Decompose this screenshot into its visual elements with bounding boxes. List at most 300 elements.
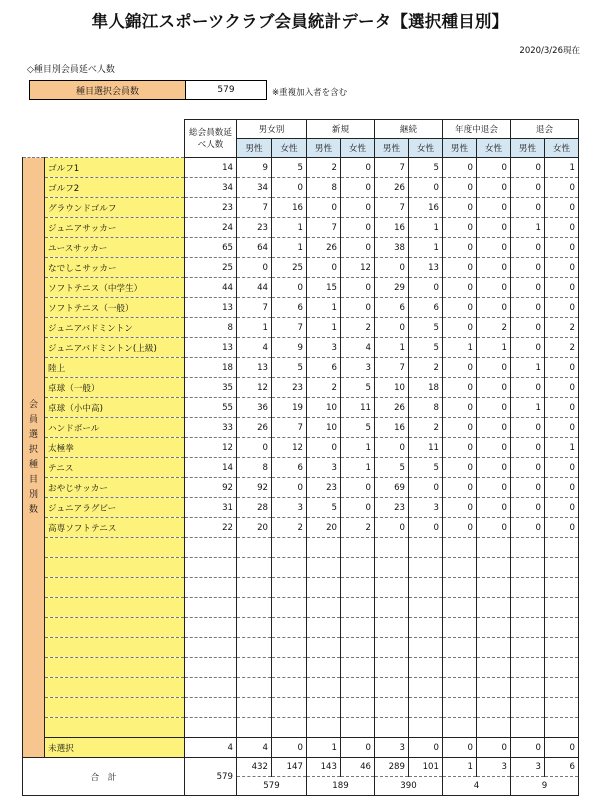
value-cell: 2 [545, 338, 579, 358]
value-cell [237, 538, 272, 558]
value-cell: 6 [307, 358, 341, 378]
value-cell: 1 [511, 358, 545, 378]
value-cell [409, 598, 443, 618]
sport-name: グラウンドゴルフ [45, 198, 185, 218]
value-cell: 2 [272, 518, 307, 538]
table-row [23, 558, 579, 578]
grand-total-cell: 6 [545, 758, 579, 777]
value-cell: 23 [307, 478, 341, 498]
value-cell: 7 [375, 198, 409, 218]
value-cell: 2 [307, 158, 341, 178]
table-row [23, 698, 579, 718]
value-cell: 0 [409, 178, 443, 198]
value-cell: 0 [477, 238, 511, 258]
value-cell [409, 538, 443, 558]
header-female: 女性 [409, 139, 443, 158]
value-cell [545, 698, 579, 718]
table-row [23, 638, 579, 658]
summary-label: 種目選択会員数 [30, 81, 186, 99]
value-cell [341, 658, 375, 678]
value-cell: 1 [375, 338, 409, 358]
value-cell [307, 638, 341, 658]
table-row [23, 318, 579, 338]
value-cell [272, 718, 307, 738]
value-cell: 0 [511, 338, 545, 358]
sport-name: 陸上 [45, 358, 185, 378]
value-cell: 0 [477, 518, 511, 538]
value-cell [341, 578, 375, 598]
value-cell: 0 [545, 378, 579, 398]
total-cell: 34 [185, 178, 237, 198]
value-cell: 0 [237, 258, 272, 278]
total-cell: 92 [185, 478, 237, 498]
total-cell [185, 558, 237, 578]
sport-name [45, 718, 185, 738]
sport-name [45, 558, 185, 578]
value-cell: 0 [477, 498, 511, 518]
total-cell [185, 618, 237, 638]
value-cell [237, 578, 272, 598]
value-cell [341, 718, 375, 738]
value-cell [272, 538, 307, 558]
value-cell: 9 [272, 338, 307, 358]
value-cell [375, 538, 409, 558]
value-cell: 0 [341, 158, 375, 178]
value-cell: 0 [272, 478, 307, 498]
value-cell: 1 [511, 398, 545, 418]
value-cell [477, 638, 511, 658]
header-male: 男性 [237, 139, 272, 158]
value-cell [545, 678, 579, 698]
value-cell: 5 [307, 498, 341, 518]
value-cell: 0 [307, 198, 341, 218]
value-cell [443, 578, 477, 598]
value-cell [341, 638, 375, 658]
value-cell: 0 [409, 478, 443, 498]
value-cell [307, 578, 341, 598]
table-row [23, 238, 579, 258]
sport-name: ユースサッカー [45, 238, 185, 258]
value-cell: 29 [375, 278, 409, 298]
value-cell: 2 [409, 358, 443, 378]
value-cell [307, 598, 341, 618]
table-row [23, 358, 579, 378]
sport-name: おやじサッカー [45, 478, 185, 498]
value-cell: 0 [511, 518, 545, 538]
value-cell: 0 [443, 458, 477, 478]
sport-name: ソフトテニス（一般） [45, 298, 185, 318]
value-cell [272, 698, 307, 718]
value-cell [477, 618, 511, 638]
value-cell: 0 [477, 378, 511, 398]
value-cell: 1 [443, 338, 477, 358]
value-cell: 0 [443, 318, 477, 338]
header-blank [23, 120, 185, 158]
grand-total-value: 579 [185, 758, 237, 796]
value-cell: 0 [443, 198, 477, 218]
header-group-gender: 男女別 [237, 120, 307, 139]
summary-box [29, 80, 267, 100]
value-cell: 2 [341, 318, 375, 338]
grand-total-cell: 143 [307, 758, 341, 777]
value-cell [375, 638, 409, 658]
grand-total-cell: 3 [511, 758, 545, 777]
grand-total-cell: 46 [341, 758, 375, 777]
value-cell: 6 [272, 298, 307, 318]
value-cell [341, 698, 375, 718]
value-cell: 0 [443, 738, 477, 758]
total-cell: 14 [185, 158, 237, 178]
category-char: 会 [28, 399, 38, 410]
value-cell: 13 [237, 358, 272, 378]
value-cell: 5 [409, 338, 443, 358]
value-cell: 0 [443, 278, 477, 298]
value-cell [237, 678, 272, 698]
category-char: 選 [28, 429, 38, 440]
category-char: 別 [28, 489, 38, 500]
value-cell: 0 [545, 238, 579, 258]
category-char: 員 [28, 414, 38, 425]
category-char: 択 [28, 444, 38, 455]
value-cell: 0 [477, 418, 511, 438]
value-cell: 0 [443, 238, 477, 258]
total-cell: 8 [185, 318, 237, 338]
value-cell: 11 [341, 398, 375, 418]
value-cell: 0 [545, 358, 579, 378]
value-cell [237, 558, 272, 578]
sport-name [45, 578, 185, 598]
value-cell [307, 538, 341, 558]
value-cell: 0 [307, 258, 341, 278]
value-cell [272, 638, 307, 658]
value-cell [443, 698, 477, 718]
value-cell: 23 [272, 378, 307, 398]
value-cell: 0 [545, 178, 579, 198]
header-male: 男性 [307, 139, 341, 158]
value-cell: 2 [477, 318, 511, 338]
value-cell: 0 [341, 178, 375, 198]
sport-name [45, 698, 185, 718]
table-row [23, 498, 579, 518]
value-cell [341, 678, 375, 698]
value-cell [375, 698, 409, 718]
value-cell: 0 [477, 358, 511, 378]
value-cell: 6 [375, 298, 409, 318]
sport-name: テニス [45, 458, 185, 478]
value-cell: 12 [237, 378, 272, 398]
value-cell: 0 [375, 518, 409, 538]
value-cell: 7 [307, 218, 341, 238]
value-cell: 1 [272, 218, 307, 238]
total-cell: 22 [185, 518, 237, 538]
value-cell [272, 658, 307, 678]
value-cell: 3 [375, 738, 409, 758]
value-cell [477, 598, 511, 618]
value-cell [237, 658, 272, 678]
grand-total-label: 合 計 [23, 758, 185, 796]
value-cell: 3 [272, 498, 307, 518]
value-cell [409, 718, 443, 738]
value-cell: 6 [409, 298, 443, 318]
value-cell [341, 558, 375, 578]
value-cell [409, 618, 443, 638]
table-row [23, 158, 579, 178]
value-cell [307, 618, 341, 638]
value-cell [511, 598, 545, 618]
unselected-row [23, 738, 579, 758]
total-cell: 18 [185, 358, 237, 378]
value-cell: 1 [409, 238, 443, 258]
total-cell: 23 [185, 198, 237, 218]
value-cell: 0 [341, 498, 375, 518]
value-cell [409, 638, 443, 658]
value-cell: 5 [409, 318, 443, 338]
value-cell: 4 [237, 738, 272, 758]
table-row [23, 418, 579, 438]
table-row [23, 278, 579, 298]
header-female: 女性 [341, 139, 375, 158]
sport-name [45, 638, 185, 658]
value-cell: 0 [511, 418, 545, 438]
table-row [23, 218, 579, 238]
value-cell: 3 [341, 358, 375, 378]
value-cell [341, 598, 375, 618]
value-cell: 5 [409, 158, 443, 178]
value-cell [477, 578, 511, 598]
value-cell: 1 [477, 338, 511, 358]
value-cell: 0 [545, 418, 579, 438]
header-male: 男性 [511, 139, 545, 158]
value-cell [511, 578, 545, 598]
value-cell: 1 [409, 218, 443, 238]
value-cell: 10 [307, 418, 341, 438]
total-cell: 13 [185, 298, 237, 318]
value-cell: 19 [272, 398, 307, 418]
total-cell: 31 [185, 498, 237, 518]
value-cell: 1 [545, 438, 579, 458]
sport-name: 卓球（一般） [45, 378, 185, 398]
value-cell: 4 [341, 338, 375, 358]
value-cell: 26 [375, 398, 409, 418]
value-cell: 7 [272, 418, 307, 438]
value-cell: 0 [511, 278, 545, 298]
value-cell: 8 [237, 458, 272, 478]
value-cell: 0 [443, 218, 477, 238]
value-cell: 5 [375, 458, 409, 478]
value-cell: 5 [341, 418, 375, 438]
total-cell: 44 [185, 278, 237, 298]
value-cell: 26 [237, 418, 272, 438]
sport-name [45, 538, 185, 558]
value-cell: 0 [443, 478, 477, 498]
value-cell: 23 [375, 498, 409, 518]
category-label [23, 158, 45, 758]
value-cell [375, 558, 409, 578]
value-cell: 0 [443, 418, 477, 438]
value-cell: 0 [237, 438, 272, 458]
value-cell: 0 [477, 438, 511, 458]
value-cell: 0 [443, 298, 477, 318]
value-cell: 0 [443, 518, 477, 538]
grand-total-row [23, 758, 579, 777]
value-cell: 1 [545, 158, 579, 178]
header-total: 総会員数延べ人数 [185, 120, 237, 158]
value-cell [237, 618, 272, 638]
value-cell [545, 598, 579, 618]
value-cell: 28 [237, 498, 272, 518]
value-cell: 7 [375, 358, 409, 378]
value-cell: 25 [272, 258, 307, 278]
total-cell [185, 658, 237, 678]
value-cell: 0 [477, 398, 511, 418]
value-cell: 0 [511, 198, 545, 218]
value-cell: 0 [443, 378, 477, 398]
total-cell [185, 598, 237, 618]
value-cell [237, 638, 272, 658]
value-cell: 0 [341, 198, 375, 218]
sport-name: ジュニアバドミントン(上級) [45, 338, 185, 358]
value-cell: 7 [237, 198, 272, 218]
value-cell: 0 [477, 198, 511, 218]
value-cell: 0 [443, 358, 477, 378]
value-cell: 0 [443, 158, 477, 178]
value-cell [477, 678, 511, 698]
sport-name: ジュニアバドミントン [45, 318, 185, 338]
table-row [23, 438, 579, 458]
sport-name: 卓球（小中高) [45, 398, 185, 418]
sport-name: なでしこサッカー [45, 258, 185, 278]
value-cell [477, 658, 511, 678]
value-cell: 12 [341, 258, 375, 278]
sport-name: ジュニアサッカー [45, 218, 185, 238]
value-cell [511, 618, 545, 638]
total-cell [185, 578, 237, 598]
value-cell: 0 [341, 218, 375, 238]
sport-name: ジュニアラグビー [45, 498, 185, 518]
value-cell: 23 [237, 218, 272, 238]
value-cell: 2 [341, 518, 375, 538]
table-row [23, 198, 579, 218]
value-cell [307, 658, 341, 678]
value-cell: 2 [545, 318, 579, 338]
value-cell: 69 [375, 478, 409, 498]
value-cell: 0 [511, 498, 545, 518]
grand-total-cell: 3 [477, 758, 511, 777]
value-cell [477, 718, 511, 738]
value-cell: 0 [375, 438, 409, 458]
sport-name: 太極拳 [45, 438, 185, 458]
value-cell [375, 618, 409, 638]
sport-name: 未選択 [45, 738, 185, 758]
value-cell [511, 718, 545, 738]
total-cell: 12 [185, 438, 237, 458]
value-cell: 0 [511, 238, 545, 258]
value-cell: 8 [409, 398, 443, 418]
value-cell: 0 [341, 478, 375, 498]
value-cell: 16 [375, 418, 409, 438]
value-cell: 0 [409, 518, 443, 538]
table-row [23, 338, 579, 358]
value-cell: 0 [545, 258, 579, 278]
grand-total-sum: 9 [511, 777, 579, 796]
table-row [23, 298, 579, 318]
value-cell: 0 [409, 278, 443, 298]
value-cell: 0 [511, 738, 545, 758]
value-cell: 0 [375, 258, 409, 278]
section-label: ◇種目別会員延べ人数 [27, 65, 115, 75]
total-cell [185, 638, 237, 658]
value-cell: 0 [477, 298, 511, 318]
category-char: 数 [28, 504, 38, 515]
header-female: 女性 [477, 139, 511, 158]
value-cell [545, 538, 579, 558]
header-group-new: 新規 [307, 120, 375, 139]
value-cell [341, 618, 375, 638]
value-cell [409, 678, 443, 698]
value-cell [272, 578, 307, 598]
total-cell: 13 [185, 338, 237, 358]
category-char: 種 [28, 459, 38, 470]
value-cell [375, 678, 409, 698]
value-cell [375, 718, 409, 738]
value-cell: 0 [511, 298, 545, 318]
table-row [23, 398, 579, 418]
value-cell [511, 698, 545, 718]
value-cell [375, 578, 409, 598]
value-cell [545, 618, 579, 638]
value-cell: 0 [443, 438, 477, 458]
grand-total-cell: 289 [375, 758, 409, 777]
total-cell: 33 [185, 418, 237, 438]
value-cell: 2 [307, 378, 341, 398]
table-row [23, 178, 579, 198]
total-cell: 35 [185, 378, 237, 398]
value-cell: 0 [511, 438, 545, 458]
value-cell: 16 [409, 198, 443, 218]
value-cell: 0 [545, 278, 579, 298]
value-cell: 0 [341, 238, 375, 258]
header-group-continue: 継続 [375, 120, 443, 139]
value-cell: 16 [272, 198, 307, 218]
value-cell: 7 [375, 158, 409, 178]
total-cell: 14 [185, 458, 237, 478]
value-cell: 1 [237, 318, 272, 338]
value-cell [272, 558, 307, 578]
value-cell: 0 [341, 278, 375, 298]
value-cell: 0 [511, 158, 545, 178]
grand-total-sum: 579 [237, 777, 307, 796]
value-cell: 0 [443, 178, 477, 198]
table-row [23, 658, 579, 678]
value-cell: 0 [511, 378, 545, 398]
value-cell [511, 658, 545, 678]
value-cell: 0 [443, 398, 477, 418]
value-cell: 1 [511, 218, 545, 238]
table-row [23, 598, 579, 618]
value-cell: 0 [477, 458, 511, 478]
value-cell: 0 [545, 398, 579, 418]
value-cell: 1 [341, 458, 375, 478]
value-cell [307, 558, 341, 578]
value-cell: 13 [409, 258, 443, 278]
value-cell: 3 [307, 458, 341, 478]
value-cell: 1 [307, 738, 341, 758]
value-cell: 20 [237, 518, 272, 538]
value-cell: 0 [477, 218, 511, 238]
table-row [23, 578, 579, 598]
value-cell: 26 [375, 178, 409, 198]
value-cell [443, 658, 477, 678]
